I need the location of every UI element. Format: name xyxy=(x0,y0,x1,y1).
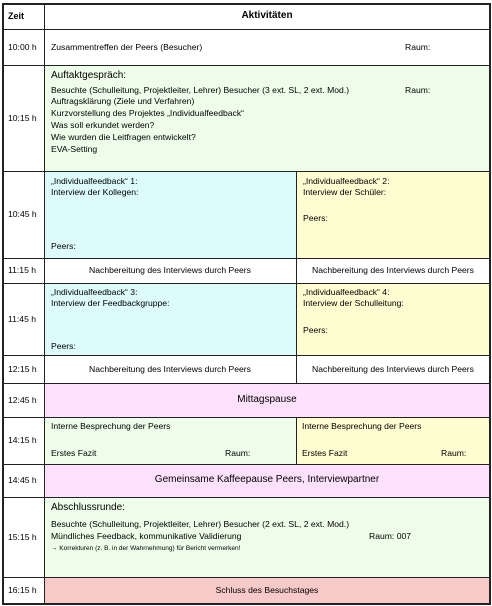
row-1245-lunch: Mittagspause xyxy=(44,383,490,417)
grid-line xyxy=(2,464,490,465)
row-1415-right-room: Raum: xyxy=(441,448,467,458)
time-1115: 11:15 h xyxy=(8,265,37,276)
row-1415-left xyxy=(44,417,296,464)
time-1415: 14:15 h xyxy=(8,435,37,446)
row-1415-right-fazit: Erstes Fazit xyxy=(302,448,348,458)
row-1115-left: Nachbereitung des Interviews durch Peers xyxy=(89,265,251,276)
row-1515-line-1: Besuchte (Schulleitung, Projektleiter, Lehrer) Besucher (2 ext. SL, 2 ext. Mod.) xyxy=(51,519,350,529)
grid-line xyxy=(2,171,490,172)
row-1045-left-title: „Individualfeedback“ 1: xyxy=(51,176,138,186)
grid-line xyxy=(44,3,45,605)
row-1015-line-2: Auftragsklärung (Ziele und Verfahren) xyxy=(51,96,195,106)
row-1015-activity xyxy=(44,65,490,171)
row-1215-left: Nachbereitung des Interviews durch Peers xyxy=(89,363,251,374)
grid-line xyxy=(2,383,490,384)
row-1445-coffee: Gemeinsame Kaffeepause Peers, Interviewpartner xyxy=(44,464,490,497)
row-1415-left-fazit: Erstes Fazit xyxy=(51,448,97,458)
row-1145-left-peers: Peers: xyxy=(51,341,76,351)
row-1015-line-5: Wie wurden die Leitfragen entwickelt? xyxy=(51,132,196,142)
row-1045-left xyxy=(44,171,296,258)
row-1045-right-sub: Interview der Schüler: xyxy=(303,187,387,197)
row-1515-room: Raum: 007 xyxy=(369,531,412,541)
row-1045-left-peers: Peers: xyxy=(51,241,76,251)
grid-line xyxy=(2,258,490,259)
grid-line xyxy=(296,417,297,464)
row-1415-right-title: Interne Besprechung der Peers xyxy=(302,421,422,431)
grid-line xyxy=(2,29,490,30)
grid-line xyxy=(2,417,490,418)
row-1615-end: Schluss des Besuchstages xyxy=(44,577,490,604)
row-1145-right-title: „Individualfeedback“ 4: xyxy=(303,287,390,297)
grid-line xyxy=(296,171,297,383)
row-1515-line-2: Mündliches Feedback, kommunikative Validierung xyxy=(51,531,242,541)
row-1000-room: Raum: xyxy=(405,42,431,52)
grid-line xyxy=(2,3,4,605)
grid-line xyxy=(2,3,490,5)
row-1015-line-6: EVA-Setting xyxy=(51,144,98,154)
time-1045: 10:45 h xyxy=(8,209,37,220)
row-1015-room: Raum: xyxy=(405,85,431,95)
row-1145-right-sub: Interview der Schulleitung: xyxy=(303,298,404,308)
row-1145-left-sub: Interview der Feedbackgruppe: xyxy=(51,298,170,308)
time-1215: 12:15 h xyxy=(8,363,37,374)
row-1115-right: Nachbereitung des Interviews durch Peers xyxy=(312,265,474,276)
grid-line xyxy=(489,3,491,605)
row-1000-activity xyxy=(44,29,490,65)
row-1145-left xyxy=(44,283,296,355)
time-1015: 10:15 h xyxy=(8,112,37,123)
grid-line xyxy=(2,65,490,66)
row-1015-line-1: Besuchte (Schulleitung, Projektleiter, Lehrer) Besucher (3 ext. SL, 2 ext. Mod.) xyxy=(51,85,350,95)
time-1515: 15:15 h xyxy=(8,531,37,542)
grid-line xyxy=(2,283,490,284)
row-1045-right-title: „Individualfeedback“ 2: xyxy=(303,176,390,186)
grid-line xyxy=(2,603,490,605)
header-activities: Aktivitäten xyxy=(241,9,293,21)
row-1045-right-peers: Peers: xyxy=(303,213,328,223)
row-1015-title: Auftaktgespräch: xyxy=(51,70,127,81)
time-1145: 11:45 h xyxy=(8,313,37,324)
grid-line xyxy=(2,577,490,578)
time-1245: 12:45 h xyxy=(8,394,37,405)
row-1015-line-3: Kurzvorstellung des Projektes „Individualfeedback“ xyxy=(51,108,244,118)
row-1515-note: → Korrekturen (z. B. in der Wahrnehmung) für Bericht vermerken! xyxy=(51,545,241,552)
row-1145-left-title: „Individualfeedback“ 3: xyxy=(51,287,138,297)
row-1515-activity xyxy=(44,497,490,577)
time-1445: 14:45 h xyxy=(8,475,37,486)
row-1145-right-peers: Peers: xyxy=(303,325,328,335)
row-1015-line-4: Was soll erkundet werden? xyxy=(51,120,155,130)
row-1415-right xyxy=(296,417,490,464)
row-1000-text: Zusammentreffen der Peers (Besucher) xyxy=(51,42,203,52)
grid-line xyxy=(2,497,490,498)
grid-line xyxy=(2,355,490,356)
row-1215-right: Nachbereitung des Interviews durch Peers xyxy=(312,363,474,374)
row-1045-left-sub: Interview der Kollegen: xyxy=(51,187,139,197)
header-time: Zeit xyxy=(8,10,25,21)
row-1415-left-room: Raum: xyxy=(225,448,251,458)
row-1145-right xyxy=(296,283,490,355)
time-1000: 10:00 h xyxy=(8,41,37,52)
row-1515-title: Abschlussrunde: xyxy=(51,502,125,513)
row-1045-right xyxy=(296,171,490,258)
row-1415-left-title: Interne Besprechung der Peers xyxy=(51,421,171,431)
time-1615: 16:15 h xyxy=(8,585,37,596)
